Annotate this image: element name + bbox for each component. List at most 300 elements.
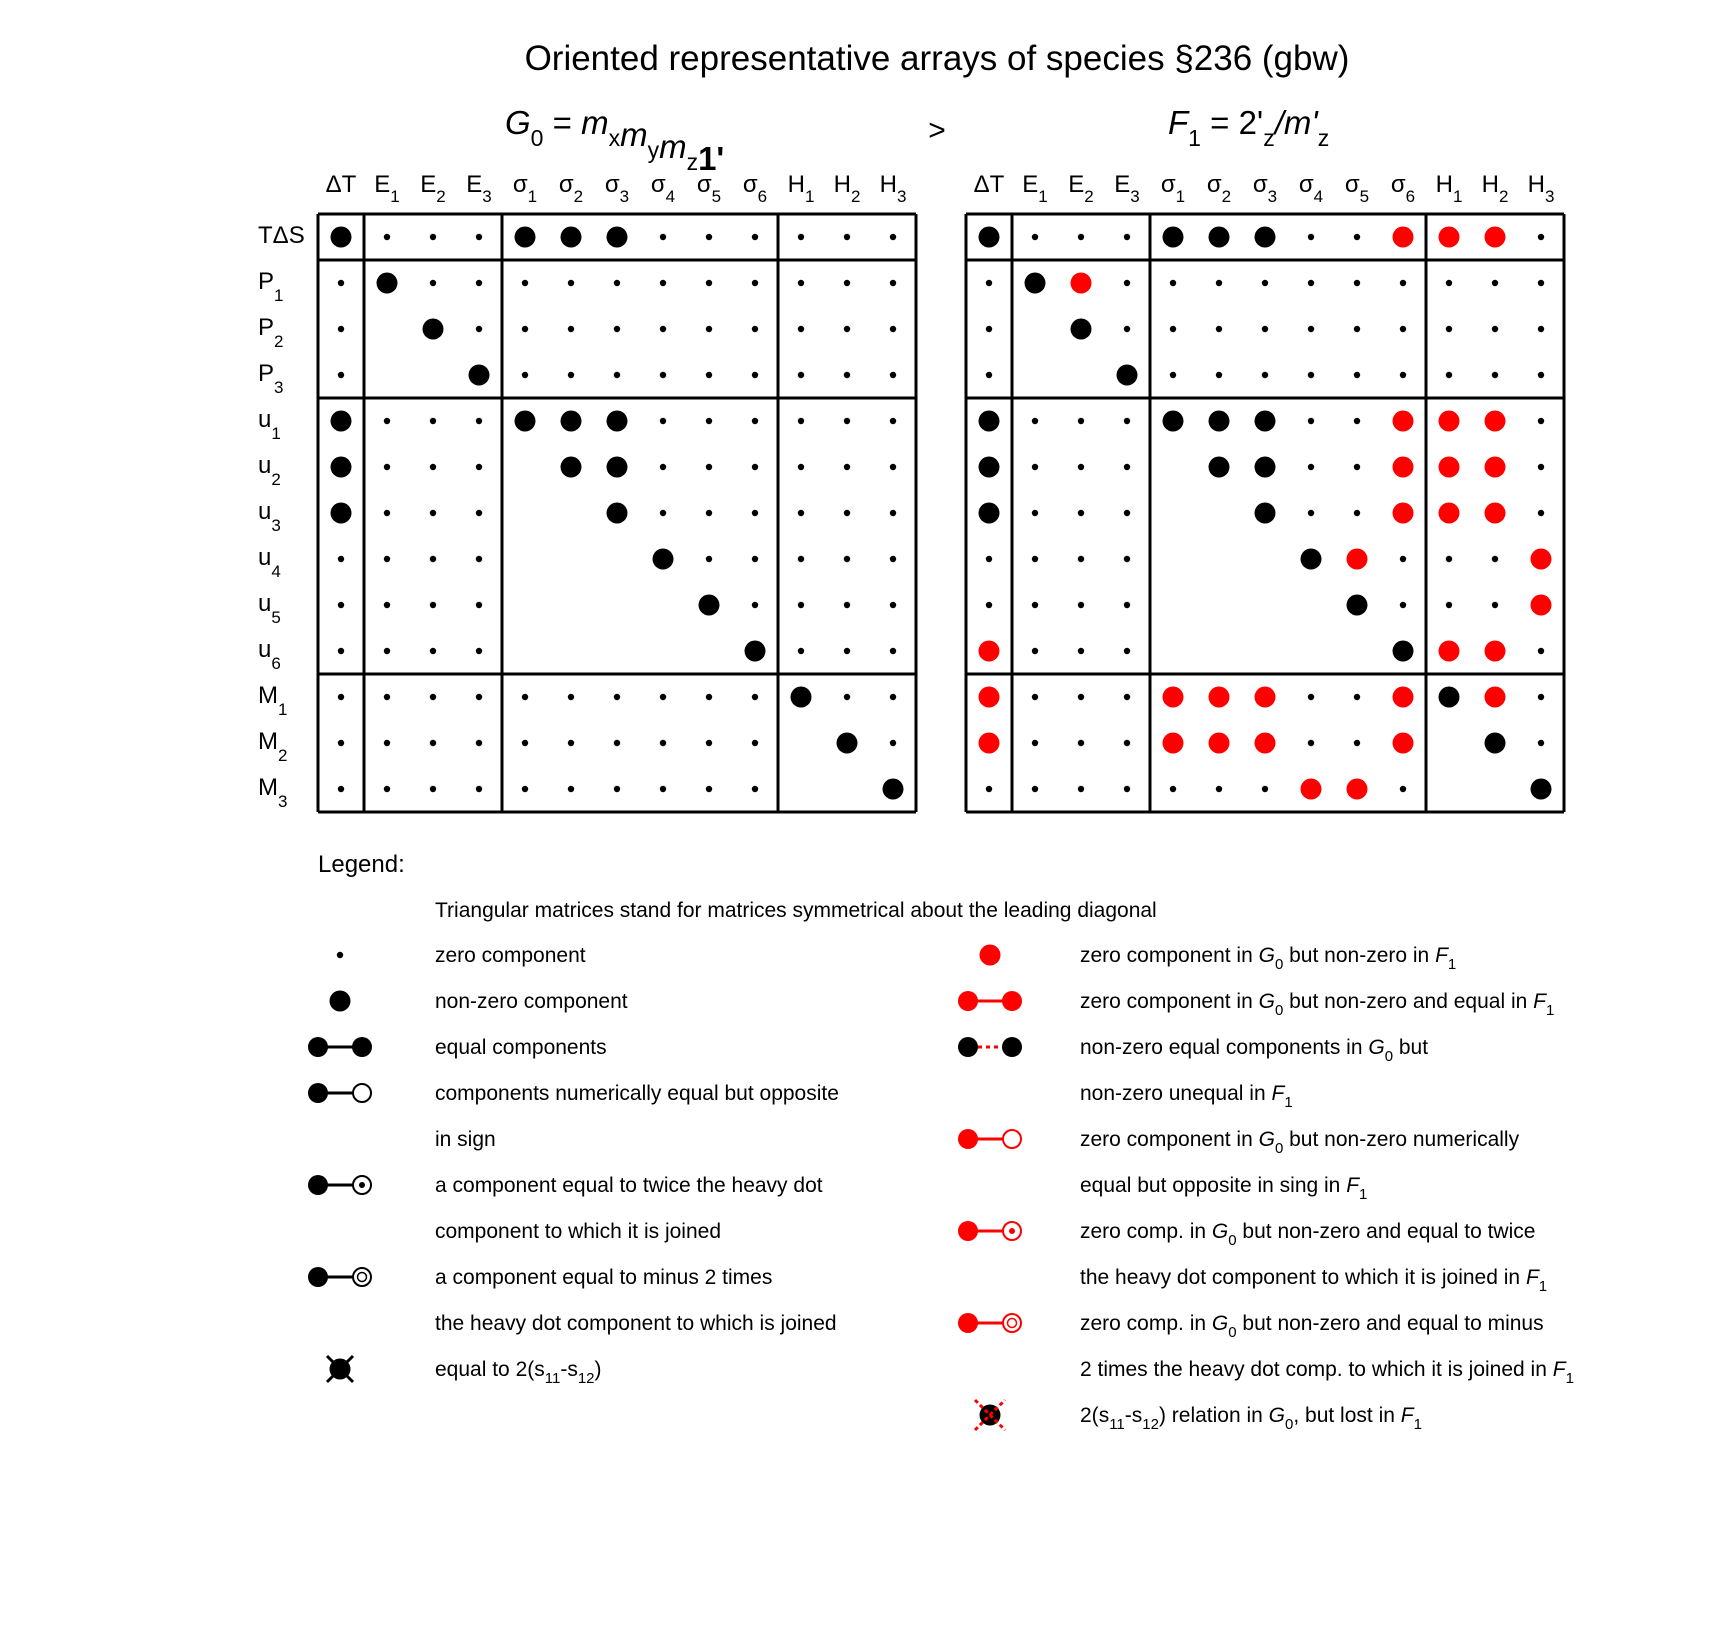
right-legend-text-3-1: equal but opposite in sing in $F_1$ xyxy=(1080,1174,1368,1203)
f1-col-label-4: $\sigma_1$ xyxy=(1160,171,1186,206)
g0-zero-dot-r11c3 xyxy=(476,740,482,746)
right-legend-text-5-1: 2 times the heavy dot comp. to which it is joined in $F_1$ xyxy=(1080,1358,1574,1387)
g0-zero-dot-r2c6 xyxy=(614,326,620,332)
g0-zero-dot-r7c2 xyxy=(430,556,436,562)
f1-nonzero-dot-r3c3 xyxy=(1117,365,1138,386)
right-legend-text-0-0: zero component in $G_0$ but non-zero in $F_1$ xyxy=(1080,944,1457,973)
g0-zero-dot-r2c11 xyxy=(844,326,850,332)
f1-zero-dot-r2c7 xyxy=(1308,326,1314,332)
f1-zero-dot-r12c3 xyxy=(1124,786,1130,792)
g0-zero-dot-r6c11 xyxy=(844,510,850,516)
g0-zero-dot-r8c10 xyxy=(798,602,804,608)
g0-nonzero-dot-r0c5 xyxy=(561,227,582,248)
left-legend-icon-big-dot xyxy=(330,991,351,1012)
f1-zero-dot-r2c10 xyxy=(1446,326,1452,332)
g0-zero-dot-r12c4 xyxy=(522,786,528,792)
left-legend-text-4-1: component to which it is joined xyxy=(435,1220,721,1243)
f1-col-label-2: $E_2$ xyxy=(1068,171,1094,206)
g0-zero-dot-r2c7 xyxy=(660,326,666,332)
g0-nonzero-dot-r10c10 xyxy=(791,687,812,708)
f1-red-dot-r1c2 xyxy=(1071,273,1092,294)
f1-zero-dot-r5c7 xyxy=(1308,464,1314,470)
row-label-5: $u_2$ xyxy=(258,452,281,489)
f1-red-dot-r5c9 xyxy=(1393,457,1414,478)
g0-zero-dot-r11c8 xyxy=(706,740,712,746)
f1-zero-dot-r8c3 xyxy=(1124,602,1130,608)
f1-zero-dot-r1c7 xyxy=(1308,280,1314,286)
f1-red-dot-r12c8 xyxy=(1347,779,1368,800)
g0-zero-dot-r12c6 xyxy=(614,786,620,792)
f1-zero-dot-r12c6 xyxy=(1262,786,1268,792)
left-legend-text-5-1: the heavy dot component to which is joined xyxy=(435,1312,837,1335)
f1-red-dot-r5c11 xyxy=(1485,457,1506,478)
f1-zero-dot-r1c3 xyxy=(1124,280,1130,286)
f1-zero-dot-r10c1 xyxy=(1032,694,1038,700)
g0-zero-dot-r2c8 xyxy=(706,326,712,332)
g0-zero-dot-r8c1 xyxy=(384,602,390,608)
f1-zero-dot-r12c2 xyxy=(1078,786,1084,792)
right-legend-icon-red-twice-pair xyxy=(958,1221,1021,1241)
group-label-f1 xyxy=(1168,104,1329,151)
f1-red-dot-r10c11 xyxy=(1485,687,1506,708)
left-legend-icon-twice-pair xyxy=(308,1175,371,1195)
g0-zero-dot-r3c9 xyxy=(752,372,758,378)
f1-zero-dot-r11c1 xyxy=(1032,740,1038,746)
f1-zero-dot-r2c3 xyxy=(1124,326,1130,332)
g0-zero-dot-r10c1 xyxy=(384,694,390,700)
f1-nonzero-dot-r10c10 xyxy=(1439,687,1460,708)
g0-zero-dot-r4c8 xyxy=(706,418,712,424)
f1-zero-dot-r12c4 xyxy=(1170,786,1176,792)
f1-zero-dot-r2c12 xyxy=(1538,326,1544,332)
g0-zero-dot-r7c0 xyxy=(338,556,344,562)
f1-zero-dot-r5c3 xyxy=(1124,464,1130,470)
g0-zero-dot-r10c11 xyxy=(844,694,850,700)
f1-col-label-11: $H_2$ xyxy=(1481,171,1509,206)
g0-zero-dot-r3c4 xyxy=(522,372,528,378)
g0-col-label-2: $E_2$ xyxy=(420,171,446,206)
f1-red-dot-r11c0 xyxy=(979,733,1000,754)
g0-zero-dot-r9c2 xyxy=(430,648,436,654)
f1-zero-dot-r3c12 xyxy=(1538,372,1544,378)
legend-note: Triangular matrices stand for matrices symmetrical about the leading diagonal xyxy=(435,899,1157,922)
g0-nonzero-dot-r12c12 xyxy=(883,779,904,800)
f1-zero-dot-r10c3 xyxy=(1124,694,1130,700)
g0-zero-dot-r7c11 xyxy=(844,556,850,562)
g0-nonzero-dot-r7c7 xyxy=(653,549,674,570)
left-legend-icon-small-dot xyxy=(337,952,343,958)
g0-zero-dot-r11c0 xyxy=(338,740,344,746)
right-legend-text-2-0: non-zero equal components in $G_0$ but xyxy=(1080,1036,1429,1065)
f1-red-dot-r4c10 xyxy=(1439,411,1460,432)
f1-zero-dot-r6c3 xyxy=(1124,510,1130,516)
right-legend-icon-dotted-pair xyxy=(958,1037,1022,1057)
g0-zero-dot-r8c11 xyxy=(844,602,850,608)
f1-col-label-12: $H_3$ xyxy=(1527,171,1555,206)
f1-red-dot-r11c4 xyxy=(1163,733,1184,754)
g0-zero-dot-r6c3 xyxy=(476,510,482,516)
g0-zero-dot-r1c6 xyxy=(614,280,620,286)
legend xyxy=(308,851,1574,1433)
f1-zero-dot-r12c0 xyxy=(986,786,992,792)
f1-nonzero-dot-r0c0 xyxy=(979,227,1000,248)
g0-nonzero-dot-r4c0 xyxy=(331,411,352,432)
g0-nonzero-dot-r6c6 xyxy=(607,503,628,524)
f1-nonzero-dot-r0c5 xyxy=(1209,227,1230,248)
f1-zero-dot-r1c5 xyxy=(1216,280,1222,286)
g0-zero-dot-r3c0 xyxy=(338,372,344,378)
f1-zero-dot-r9c2 xyxy=(1078,648,1084,654)
f1-col-label-5: $\sigma_2$ xyxy=(1206,171,1232,206)
g0-zero-dot-r0c3 xyxy=(476,234,482,240)
f1-col-label-0: ΔT xyxy=(973,171,1005,198)
diagram-title: Oriented representative arrays of species §236 (gbw) xyxy=(524,39,1350,78)
g0-zero-dot-r10c9 xyxy=(752,694,758,700)
g0-zero-dot-r6c2 xyxy=(430,510,436,516)
f1-zero-dot-r4c2 xyxy=(1078,418,1084,424)
f1-zero-dot-r3c4 xyxy=(1170,372,1176,378)
f1-zero-dot-r12c9 xyxy=(1400,786,1406,792)
g0-zero-dot-r1c2 xyxy=(430,280,436,286)
g0-zero-dot-r8c12 xyxy=(890,602,896,608)
g0-col-label-6: $\sigma_3$ xyxy=(604,171,630,206)
g0-nonzero-dot-r0c6 xyxy=(607,227,628,248)
f1-zero-dot-r11c3 xyxy=(1124,740,1130,746)
f1-red-dot-r0c9 xyxy=(1393,227,1414,248)
f1-zero-dot-r2c11 xyxy=(1492,326,1498,332)
f1-nonzero-dot-r5c0 xyxy=(979,457,1000,478)
f1-nonzero-dot-r2c2 xyxy=(1071,319,1092,340)
g0-zero-dot-r6c7 xyxy=(660,510,666,516)
f1-zero-dot-r2c4 xyxy=(1170,326,1176,332)
right-legend-icon-red-dot xyxy=(980,945,1001,966)
group-label-g0 xyxy=(505,104,724,177)
f1-nonzero-dot-r12c12 xyxy=(1531,779,1552,800)
g0-zero-dot-r1c10 xyxy=(798,280,804,286)
f1-red-dot-r10c9 xyxy=(1393,687,1414,708)
group-f1-text: $F_1 = 2'_z/m'_z$ xyxy=(1168,104,1330,151)
f1-zero-dot-r10c12 xyxy=(1538,694,1544,700)
right-legend-icon-red-opposite-pair xyxy=(958,1129,1021,1149)
g0-zero-dot-r1c3 xyxy=(476,280,482,286)
f1-zero-dot-r7c1 xyxy=(1032,556,1038,562)
row-label-0: TΔS xyxy=(258,222,305,249)
g0-zero-dot-r12c3 xyxy=(476,786,482,792)
g0-zero-dot-r4c3 xyxy=(476,418,482,424)
matrix-f1 xyxy=(966,171,1564,812)
f1-zero-dot-r0c2 xyxy=(1078,234,1084,240)
g0-zero-dot-r6c9 xyxy=(752,510,758,516)
g0-zero-dot-r3c6 xyxy=(614,372,620,378)
g0-zero-dot-r9c11 xyxy=(844,648,850,654)
g0-zero-dot-r4c7 xyxy=(660,418,666,424)
f1-col-label-8: $\sigma_5$ xyxy=(1344,171,1370,206)
g0-zero-dot-r4c11 xyxy=(844,418,850,424)
g0-zero-dot-r0c7 xyxy=(660,234,666,240)
g0-zero-dot-r10c8 xyxy=(706,694,712,700)
g0-zero-dot-r3c10 xyxy=(798,372,804,378)
f1-zero-dot-r1c4 xyxy=(1170,280,1176,286)
f1-col-label-9: $\sigma_6$ xyxy=(1390,171,1416,206)
row-label-7: $u_4$ xyxy=(258,544,281,581)
f1-red-dot-r0c11 xyxy=(1485,227,1506,248)
f1-nonzero-dot-r11c11 xyxy=(1485,733,1506,754)
g0-nonzero-dot-r4c6 xyxy=(607,411,628,432)
g0-zero-dot-r0c9 xyxy=(752,234,758,240)
f1-zero-dot-r0c8 xyxy=(1354,234,1360,240)
g0-zero-dot-r10c2 xyxy=(430,694,436,700)
g0-nonzero-dot-r5c6 xyxy=(607,457,628,478)
g0-zero-dot-r5c10 xyxy=(798,464,804,470)
g0-zero-dot-r4c12 xyxy=(890,418,896,424)
f1-red-dot-r4c11 xyxy=(1485,411,1506,432)
g0-zero-dot-r0c1 xyxy=(384,234,390,240)
g0-col-label-10: $H_1$ xyxy=(787,171,815,206)
matrix-g0 xyxy=(258,171,916,812)
g0-zero-dot-r9c12 xyxy=(890,648,896,654)
f1-red-dot-r6c9 xyxy=(1393,503,1414,524)
f1-nonzero-dot-r0c4 xyxy=(1163,227,1184,248)
g0-zero-dot-r12c0 xyxy=(338,786,344,792)
g0-zero-dot-r7c9 xyxy=(752,556,758,562)
g0-zero-dot-r7c1 xyxy=(384,556,390,562)
f1-zero-dot-r7c9 xyxy=(1400,556,1406,562)
f1-nonzero-dot-r5c6 xyxy=(1255,457,1276,478)
g0-zero-dot-r10c3 xyxy=(476,694,482,700)
g0-col-label-11: $H_2$ xyxy=(833,171,861,206)
right-legend-icon-red-minus2-pair xyxy=(958,1313,1021,1333)
g0-zero-dot-r1c9 xyxy=(752,280,758,286)
row-label-12: $M_3$ xyxy=(258,774,288,811)
g0-zero-dot-r11c4 xyxy=(522,740,528,746)
f1-zero-dot-r3c8 xyxy=(1354,372,1360,378)
row-label-9: $u_6$ xyxy=(258,636,281,673)
g0-zero-dot-r8c2 xyxy=(430,602,436,608)
row-label-6: $u_3$ xyxy=(258,498,281,535)
g0-zero-dot-r7c8 xyxy=(706,556,712,562)
g0-zero-dot-r3c5 xyxy=(568,372,574,378)
f1-zero-dot-r8c9 xyxy=(1400,602,1406,608)
f1-zero-dot-r6c12 xyxy=(1538,510,1544,516)
g0-nonzero-dot-r11c11 xyxy=(837,733,858,754)
g0-zero-dot-r5c9 xyxy=(752,464,758,470)
g0-zero-dot-r4c9 xyxy=(752,418,758,424)
left-legend-text-3-0: components numerically equal but opposite xyxy=(435,1082,839,1105)
f1-zero-dot-r1c10 xyxy=(1446,280,1452,286)
f1-zero-dot-r3c0 xyxy=(986,372,992,378)
f1-zero-dot-r7c10 xyxy=(1446,556,1452,562)
g0-zero-dot-r5c8 xyxy=(706,464,712,470)
g0-col-label-1: $E_1$ xyxy=(374,171,400,206)
left-legend-text-0-0: zero component xyxy=(435,944,586,967)
f1-nonzero-dot-r7c7 xyxy=(1301,549,1322,570)
f1-red-dot-r10c6 xyxy=(1255,687,1276,708)
group-relation-symbol: > xyxy=(928,114,946,147)
g0-zero-dot-r5c11 xyxy=(844,464,850,470)
g0-zero-dot-r7c10 xyxy=(798,556,804,562)
g0-nonzero-dot-r9c9 xyxy=(745,641,766,662)
right-legend-icon-red-cross-dot xyxy=(975,1400,1005,1430)
g0-zero-dot-r6c1 xyxy=(384,510,390,516)
g0-zero-dot-r3c8 xyxy=(706,372,712,378)
g0-zero-dot-r11c1 xyxy=(384,740,390,746)
g0-zero-dot-r2c0 xyxy=(338,326,344,332)
g0-zero-dot-r9c0 xyxy=(338,648,344,654)
left-legend-text-4-0: a component equal to twice the heavy dot xyxy=(435,1174,823,1197)
g0-nonzero-dot-r8c8 xyxy=(699,595,720,616)
f1-nonzero-dot-r1c1 xyxy=(1025,273,1046,294)
row-label-3: $P_3$ xyxy=(258,360,284,397)
g0-nonzero-dot-r4c5 xyxy=(561,411,582,432)
f1-zero-dot-r9c12 xyxy=(1538,648,1544,654)
f1-col-label-10: $H_1$ xyxy=(1435,171,1463,206)
right-legend-text-6-0: $2(s_{11}-s_{12})$ relation in $G_0$, but lost in $F_1$ xyxy=(1080,1404,1422,1433)
f1-zero-dot-r3c6 xyxy=(1262,372,1268,378)
f1-red-dot-r8c12 xyxy=(1531,595,1552,616)
f1-zero-dot-r9c3 xyxy=(1124,648,1130,654)
f1-zero-dot-r4c8 xyxy=(1354,418,1360,424)
f1-col-label-7: $\sigma_4$ xyxy=(1298,171,1324,206)
g0-col-label-4: $\sigma_1$ xyxy=(512,171,538,206)
f1-zero-dot-r11c2 xyxy=(1078,740,1084,746)
g0-zero-dot-r4c1 xyxy=(384,418,390,424)
f1-zero-dot-r3c11 xyxy=(1492,372,1498,378)
g0-zero-dot-r4c2 xyxy=(430,418,436,424)
f1-zero-dot-r10c8 xyxy=(1354,694,1360,700)
right-legend-text-1-0: zero component in $G_0$ but non-zero and equal in $F_1$ xyxy=(1080,990,1555,1019)
f1-red-dot-r7c12 xyxy=(1531,549,1552,570)
left-legend-icon-minus2-pair xyxy=(308,1267,371,1287)
f1-red-dot-r5c10 xyxy=(1439,457,1460,478)
row-label-1: $P_1$ xyxy=(258,268,284,305)
g0-zero-dot-r10c12 xyxy=(890,694,896,700)
right-legend-text-2-1: non-zero unequal in $F_1$ xyxy=(1080,1082,1293,1111)
f1-red-dot-r6c11 xyxy=(1485,503,1506,524)
f1-col-label-1: $E_1$ xyxy=(1022,171,1048,206)
g0-zero-dot-r1c11 xyxy=(844,280,850,286)
g0-zero-dot-r7c12 xyxy=(890,556,896,562)
f1-red-dot-r0c10 xyxy=(1439,227,1460,248)
f1-zero-dot-r0c3 xyxy=(1124,234,1130,240)
f1-red-dot-r9c0 xyxy=(979,641,1000,662)
g0-zero-dot-r7c3 xyxy=(476,556,482,562)
g0-zero-dot-r9c10 xyxy=(798,648,804,654)
f1-nonzero-dot-r4c0 xyxy=(979,411,1000,432)
f1-nonzero-dot-r4c5 xyxy=(1209,411,1230,432)
g0-zero-dot-r10c0 xyxy=(338,694,344,700)
f1-zero-dot-r8c0 xyxy=(986,602,992,608)
g0-zero-dot-r10c7 xyxy=(660,694,666,700)
left-legend-text-6-0: equal to $2(s_{11}-s_{12})$ xyxy=(435,1358,602,1387)
f1-nonzero-dot-r9c9 xyxy=(1393,641,1414,662)
g0-zero-dot-r5c7 xyxy=(660,464,666,470)
right-legend-text-5-0: zero comp. in $G_0$ but non-zero and equal to minus xyxy=(1080,1312,1544,1341)
g0-zero-dot-r12c9 xyxy=(752,786,758,792)
f1-zero-dot-r11c12 xyxy=(1538,740,1544,746)
g0-zero-dot-r8c0 xyxy=(338,602,344,608)
g0-zero-dot-r10c6 xyxy=(614,694,620,700)
f1-zero-dot-r1c6 xyxy=(1262,280,1268,286)
g0-col-label-5: $\sigma_2$ xyxy=(558,171,584,206)
legend-title: Legend: xyxy=(318,851,405,878)
f1-zero-dot-r8c10 xyxy=(1446,602,1452,608)
g0-zero-dot-r1c7 xyxy=(660,280,666,286)
g0-zero-dot-r5c2 xyxy=(430,464,436,470)
g0-nonzero-dot-r1c1 xyxy=(377,273,398,294)
f1-red-dot-r11c6 xyxy=(1255,733,1276,754)
g0-col-label-0: ΔT xyxy=(325,171,357,198)
g0-zero-dot-r9c1 xyxy=(384,648,390,654)
f1-zero-dot-r1c9 xyxy=(1400,280,1406,286)
f1-zero-dot-r5c8 xyxy=(1354,464,1360,470)
g0-zero-dot-r0c2 xyxy=(430,234,436,240)
f1-zero-dot-r6c2 xyxy=(1078,510,1084,516)
g0-zero-dot-r12c8 xyxy=(706,786,712,792)
g0-zero-dot-r11c12 xyxy=(890,740,896,746)
f1-nonzero-dot-r8c8 xyxy=(1347,595,1368,616)
g0-nonzero-dot-r5c0 xyxy=(331,457,352,478)
g0-zero-dot-r10c4 xyxy=(522,694,528,700)
g0-zero-dot-r0c11 xyxy=(844,234,850,240)
f1-nonzero-dot-r5c5 xyxy=(1209,457,1230,478)
g0-col-label-8: $\sigma_5$ xyxy=(696,171,722,206)
f1-zero-dot-r4c3 xyxy=(1124,418,1130,424)
f1-zero-dot-r2c9 xyxy=(1400,326,1406,332)
g0-zero-dot-r6c10 xyxy=(798,510,804,516)
group-g0-text: $G_0 = m_xm_ym_z1'$ xyxy=(505,104,725,177)
f1-zero-dot-r2c5 xyxy=(1216,326,1222,332)
f1-zero-dot-r8c11 xyxy=(1492,602,1498,608)
g0-zero-dot-r1c0 xyxy=(338,280,344,286)
left-legend-icon-opposite-pair xyxy=(308,1083,371,1103)
g0-zero-dot-r12c2 xyxy=(430,786,436,792)
f1-zero-dot-r3c9 xyxy=(1400,372,1406,378)
g0-col-label-7: $\sigma_4$ xyxy=(650,171,676,206)
g0-zero-dot-r2c12 xyxy=(890,326,896,332)
g0-zero-dot-r2c10 xyxy=(798,326,804,332)
g0-nonzero-dot-r2c2 xyxy=(423,319,444,340)
g0-zero-dot-r10c5 xyxy=(568,694,574,700)
f1-zero-dot-r5c2 xyxy=(1078,464,1084,470)
f1-zero-dot-r7c3 xyxy=(1124,556,1130,562)
f1-red-dot-r9c10 xyxy=(1439,641,1460,662)
f1-zero-dot-r7c11 xyxy=(1492,556,1498,562)
f1-zero-dot-r4c1 xyxy=(1032,418,1038,424)
f1-red-dot-r10c0 xyxy=(979,687,1000,708)
row-label-4: $u_1$ xyxy=(258,406,281,443)
left-legend-text-3-1: in sign xyxy=(435,1128,496,1151)
f1-col-label-6: $\sigma_3$ xyxy=(1252,171,1278,206)
f1-red-dot-r11c9 xyxy=(1393,733,1414,754)
g0-zero-dot-r0c12 xyxy=(890,234,896,240)
f1-red-dot-r6c10 xyxy=(1439,503,1460,524)
f1-red-dot-r12c7 xyxy=(1301,779,1322,800)
g0-nonzero-dot-r0c0 xyxy=(331,227,352,248)
g0-zero-dot-r2c4 xyxy=(522,326,528,332)
f1-red-dot-r11c5 xyxy=(1209,733,1230,754)
f1-zero-dot-r3c10 xyxy=(1446,372,1452,378)
f1-zero-dot-r4c7 xyxy=(1308,418,1314,424)
f1-zero-dot-r2c0 xyxy=(986,326,992,332)
left-legend-text-5-0: a component equal to minus 2 times xyxy=(435,1266,773,1289)
g0-nonzero-dot-r6c0 xyxy=(331,503,352,524)
f1-zero-dot-r4c12 xyxy=(1538,418,1544,424)
g0-col-label-9: $\sigma_6$ xyxy=(742,171,768,206)
g0-nonzero-dot-r5c5 xyxy=(561,457,582,478)
f1-red-dot-r4c9 xyxy=(1393,411,1414,432)
left-legend-icon-cross-dot xyxy=(327,1356,353,1382)
g0-zero-dot-r1c5 xyxy=(568,280,574,286)
